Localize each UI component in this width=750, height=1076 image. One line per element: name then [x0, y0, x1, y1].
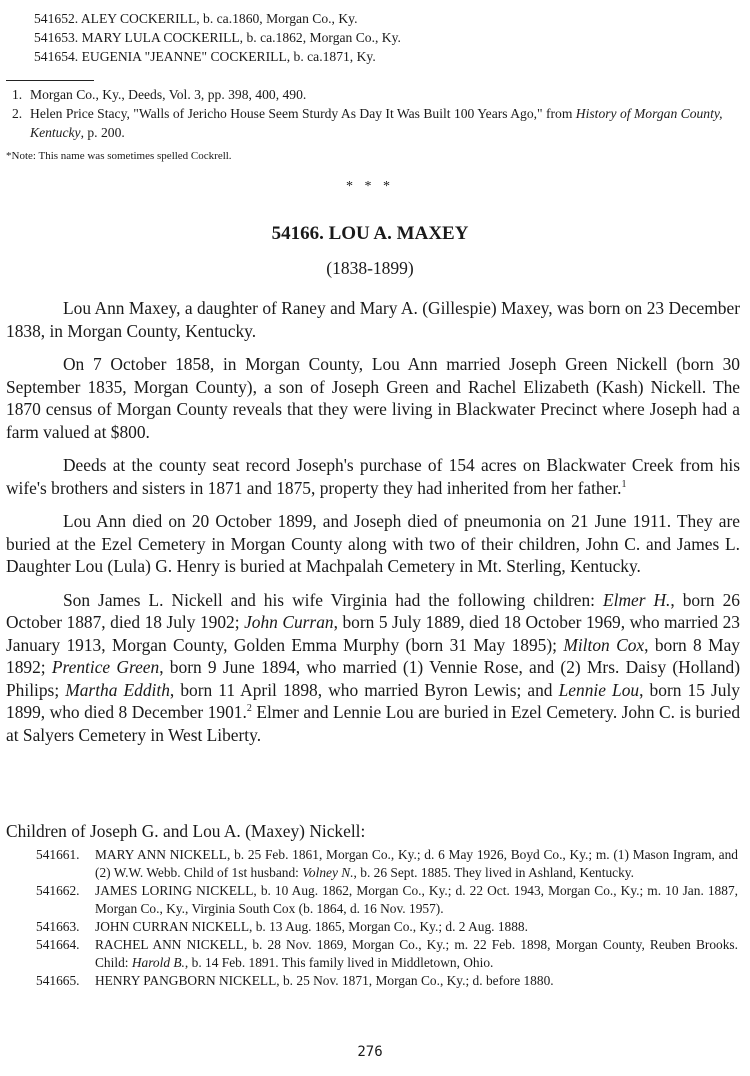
- descendant-list-top: [34, 9, 401, 66]
- paragraph: Deeds at the county seat record Joseph's purchase of 154 acres on Blackwater Creek from his wife's brothers and sisters in 1871 and 1875, property they had inherited from her father.$^1$: [6, 455, 740, 498]
- biography-text: [6, 297, 740, 757]
- footnote: 1. Morgan Co., Ky., Deeds, Vol. 3, pp. 398, 400, 490.: [12, 87, 307, 102]
- child-entry: 541664. RACHEL ANN NICKELL, b. 28 Nov. 1869, Morgan Co., Ky.; m. 22 Feb. 1898, Morgan County, Reuben Brooks. Child: Harold B., b. 14 Feb. 1891. This family lived in Middletown, Ohio.: [36, 937, 738, 970]
- page-number: 276: [357, 1044, 383, 1060]
- footnotes: [6, 85, 741, 142]
- children-heading: Children of Joseph G. and Lou A. (Maxey) Nickell:: [6, 821, 366, 841]
- child-entry: 541661. MARY ANN NICKELL, b. 25 Feb. 1861, Morgan Co., Ky.; d. 6 May 1926, Boyd Co., Ky.; m. (1) Mason Ingram, and (2) W.W. Webb. Child of 1st husband: Volney N., b. 26 Sept. 1885. They lived in Ashland, Kentucky.: [36, 847, 738, 880]
- paragraph: Son James L. Nickell and his wife Virginia had the following children: Elmer H., born 26 October 1887, died 18 July 1902; John Curran, born 5 July 1889, died 18 October 1969, who married 23 January 1913, Morgan County, Golden Emma Murphy (born 31 May 1895); Milton Cox, born 8 May 1892; Prentice Green, born 9 June 1894, who married (1) Vennie Rose, and (2) Mrs. Daisy (Holland) Philips; Martha Eddith, born 11 April 1898, who married Byron Lewis; and Lennie Lou, born 15 July 1899, who died 8 December 1901.$^2$ Elmer and Lennie Lou are buried in Ezel Cemetery. John C. is buried at Salyers Cemetery in West Liberty.: [6, 589, 741, 745]
- spelling-note: *Note: This name was sometimes spelled Cockrell.: [6, 150, 232, 162]
- child-entry: 541663. JOHN CURRAN NICKELL, b. 13 Aug. 1865, Morgan Co., Ky.; d. 2 Aug. 1888.: [36, 919, 528, 934]
- footnote-rule: [6, 80, 94, 81]
- section-separator: * * *: [346, 179, 394, 194]
- list-item: 541653. MARY LULA COCKERILL, b. ca.1862, Morgan Co., Ky.: [34, 30, 401, 45]
- paragraph: On 7 October 1858, in Morgan County, Lou Ann married Joseph Green Nickell (born 30 September 1835, Morgan County), a son of Joseph Green and Rachel Elizabeth (Kash) Nickell. The 1870 census of Morgan County reveals that they were living in Blackwater Precinct where Joseph had a farm valued at $800.: [6, 354, 740, 442]
- footnote-ref: 2: [246, 703, 252, 715]
- children-list: [36, 846, 738, 990]
- footnote: 2. Helen Price Stacy, "Walls of Jericho House Seem Sturdy As Day It Was Built 100 Years Ago," from History of Morgan County, Kentucky, p. 200.: [12, 106, 723, 140]
- section-heading: 54166. LOU A. MAXEY: [271, 223, 469, 244]
- list-item: 541654. EUGENIA "JEANNE" COCKERILL, b. ca.1871, Ky.: [34, 49, 376, 64]
- paragraph: Lou Ann Maxey, a daughter of Raney and Mary A. (Gillespie) Maxey, was born on 23 December 1838, in Morgan County, Kentucky.: [6, 298, 740, 341]
- list-item: 541652. ALEY COCKERILL, b. ca.1860, Morgan Co., Ky.: [34, 11, 358, 26]
- child-entry: 541662. JAMES LORING NICKELL, b. 10 Aug. 1862, Morgan Co., Ky.; d. 22 Oct. 1943, Morgan Co., Ky.; m. 10 Jan. 1887, Morgan Co., Ky., Virginia South Cox (b. 1864, d. 16 Nov. 1957).: [36, 883, 738, 916]
- child-entry: 541665. HENRY PANGBORN NICKELL, b. 25 Nov. 1871, Morgan Co., Ky.; d. before 1880.: [36, 973, 554, 988]
- life-dates: (1838-1899): [326, 258, 414, 278]
- paragraph: Lou Ann died on 20 October 1899, and Joseph died of pneumonia on 21 June 1911. They are buried at the Ezel Cemetery in Morgan County along with two of their children, John C. and James L. Daughter Lou (Lula) G. Henry is buried at Machpalah Cemetery in Mt. Sterling, Kentucky.: [6, 511, 740, 576]
- footnote-ref: 1: [621, 478, 627, 490]
